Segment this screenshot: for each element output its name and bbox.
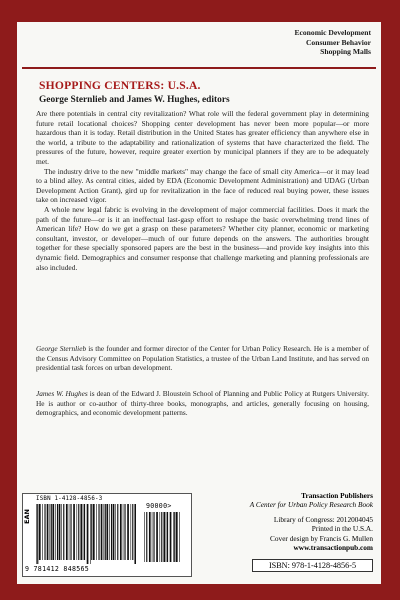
barcode-bar: [113, 504, 115, 560]
barcode-bar: [106, 504, 108, 560]
publisher-series: A Center for Urban Policy Research Book: [249, 500, 373, 510]
subject-economic-development: Economic Development: [294, 28, 371, 37]
barcode-bar: [52, 504, 54, 560]
barcode-bar: [117, 504, 118, 560]
barcode-bar: [111, 504, 112, 560]
barcode-bar: [93, 504, 95, 560]
barcode-bar: [152, 512, 153, 562]
barcode-bar: [131, 504, 132, 560]
subject-consumer-behavior: Consumer Behavior: [305, 37, 371, 47]
library-of-congress: Library of Congress: 2012004045: [273, 514, 373, 524]
barcode-bar: [51, 504, 52, 560]
barcode-bar: [101, 504, 103, 560]
barcode-bars: [36, 504, 136, 564]
barcode-bar: [69, 504, 70, 560]
barcode-bar: [77, 504, 78, 560]
barcode-bar: [36, 504, 37, 564]
divider-rule: [22, 67, 376, 69]
barcode-number: 9 781412 848565: [25, 565, 90, 573]
barcode-bar: [144, 512, 145, 562]
barcode-bar: [44, 504, 45, 560]
barcode-bar: [161, 512, 162, 562]
cover-design-credit: Cover design by Francis G. Mullen: [270, 533, 373, 543]
barcode-bar: [166, 512, 167, 562]
description-paragraph-1: Are there potentials in central city revitalization? What role will the federal government play in determining future retail locational choices? Shopping center development has never been more popular—or more hazardous than it is today. Retail distribution in the United States has greater efficiency than anywhere else in the world, a tribute to the adaptability and rationalization of systems that have characterized the field. The pressures of the future, however, require greater exertion by municipal planners if they are to be adequately met.: [36, 109, 369, 166]
publisher-website: www.transactionpub.com: [293, 543, 373, 553]
barcode-bar: [78, 504, 79, 560]
addon-code: 90000>: [146, 502, 172, 510]
barcode-bar: [163, 512, 165, 562]
bio-text: is dean of the Edward J. Bloustein School of Planning and Public Policy at Rutgers University. He is author or co-author of thirty-three books, monographs, and articles, generally focusing on housing, demographics, and economic development patterns.: [36, 389, 369, 418]
barcode-bar: [37, 504, 38, 564]
barcode-bar: [47, 504, 49, 560]
barcode-bar: [83, 504, 84, 560]
barcode-bar: [105, 504, 106, 560]
barcode-panel: [22, 493, 192, 577]
barcode-bar: [124, 504, 125, 560]
barcode-bar: [63, 504, 64, 560]
barcode-bar: [176, 512, 178, 562]
subject-categories: [294, 28, 371, 57]
editor-bio-hughes: [36, 389, 369, 418]
barcode-bar: [134, 504, 136, 564]
bio-name: James W. Hughes: [36, 389, 88, 398]
barcode-bar: [55, 504, 56, 560]
barcode-bar: [84, 504, 85, 560]
barcode-bar: [42, 504, 43, 560]
book-description: [36, 109, 369, 272]
description-paragraph-3: A whole new legal fabric is evolving in the development of major commercial facilities. Does it mark the path of the future—or is it an ineffectual last-gasp effort to reshape the basic overwhelming trend lines of American life? How do we get a grasp on these parameters? Whether city planner, economic or marketing consultant, investor, or developer—much of our future depends on the answers. The authorities brought together for these specially sponsored papers are the best in the business—and provide key insights into this dynamic field. Demographics and consumer response that challenge marketing and planning professionals are also included.: [36, 204, 369, 272]
editor-bio-sternlieb: [36, 344, 369, 373]
barcode-bar: [123, 504, 124, 560]
barcode-bar: [120, 504, 122, 560]
barcode-bar: [127, 504, 129, 560]
barcode-bar: [87, 504, 89, 564]
barcode-bar: [57, 504, 58, 560]
publisher-info: [250, 491, 373, 552]
barcode-isbn-text: ISBN 1-4128-4856-3: [36, 496, 103, 502]
barcode-bar: [170, 512, 172, 562]
barcode-bar: [73, 504, 75, 560]
barcode-bar: [61, 504, 62, 560]
barcode-bar: [146, 512, 147, 562]
publisher-name: Transaction Publishers: [301, 491, 373, 500]
book-editors: George Sternlieb and James W. Hughes, editors: [39, 95, 230, 105]
addon-barcode-bars: [144, 512, 184, 564]
barcode-bar: [167, 512, 168, 562]
ean-label: EAN: [23, 509, 31, 524]
barcode-bar: [179, 512, 180, 562]
barcode-bar: [174, 512, 175, 562]
barcode-bar: [66, 504, 68, 560]
barcode-bar: [153, 512, 154, 562]
barcode-bar: [156, 512, 158, 562]
barcode-bar: [39, 504, 41, 560]
bio-name: George Sternlieb: [36, 344, 87, 353]
barcode-bar: [115, 504, 116, 560]
barcode-bar: [50, 504, 51, 560]
barcode-bar: [160, 512, 161, 562]
book-title: SHOPPING CENTERS: U.S.A.: [39, 79, 201, 92]
barcode-bar: [109, 504, 110, 560]
barcode-bar: [132, 504, 133, 560]
isbn-box: ISBN: 978-1-4128-4856-5: [252, 559, 373, 572]
barcode-bar: [59, 504, 61, 560]
description-paragraph-2: The industry drive to the new "middle markets" may change the face of small city America—or it may lead to a blind alley. As central cities, aided by EDA (Economic Development Administration) and UDAG (Urban Development Action Grant), gird up for revitalization in the face of reduced real buying power, these issues take on increased vigor.: [36, 166, 369, 205]
barcode-bar: [173, 512, 174, 562]
barcode-bar: [149, 512, 151, 562]
barcode-bar: [98, 504, 99, 560]
barcode-bar: [70, 504, 71, 560]
barcode-bar: [90, 504, 91, 564]
printed-in: Printed in the U.S.A.: [311, 524, 373, 534]
subject-shopping-malls: Shopping Malls: [320, 47, 371, 57]
barcode-bar: [104, 504, 105, 560]
bio-text: is the founder and former director of the Center for Urban Policy Research. He is a member of the Census Advisory Committee on Population Statistics, a trustee of the Urban Land Institute, and has served on presidential task forces on urban development.: [36, 344, 369, 373]
barcode-bar: [80, 504, 82, 560]
barcode-bar: [91, 504, 92, 560]
barcode-bar: [96, 504, 97, 560]
